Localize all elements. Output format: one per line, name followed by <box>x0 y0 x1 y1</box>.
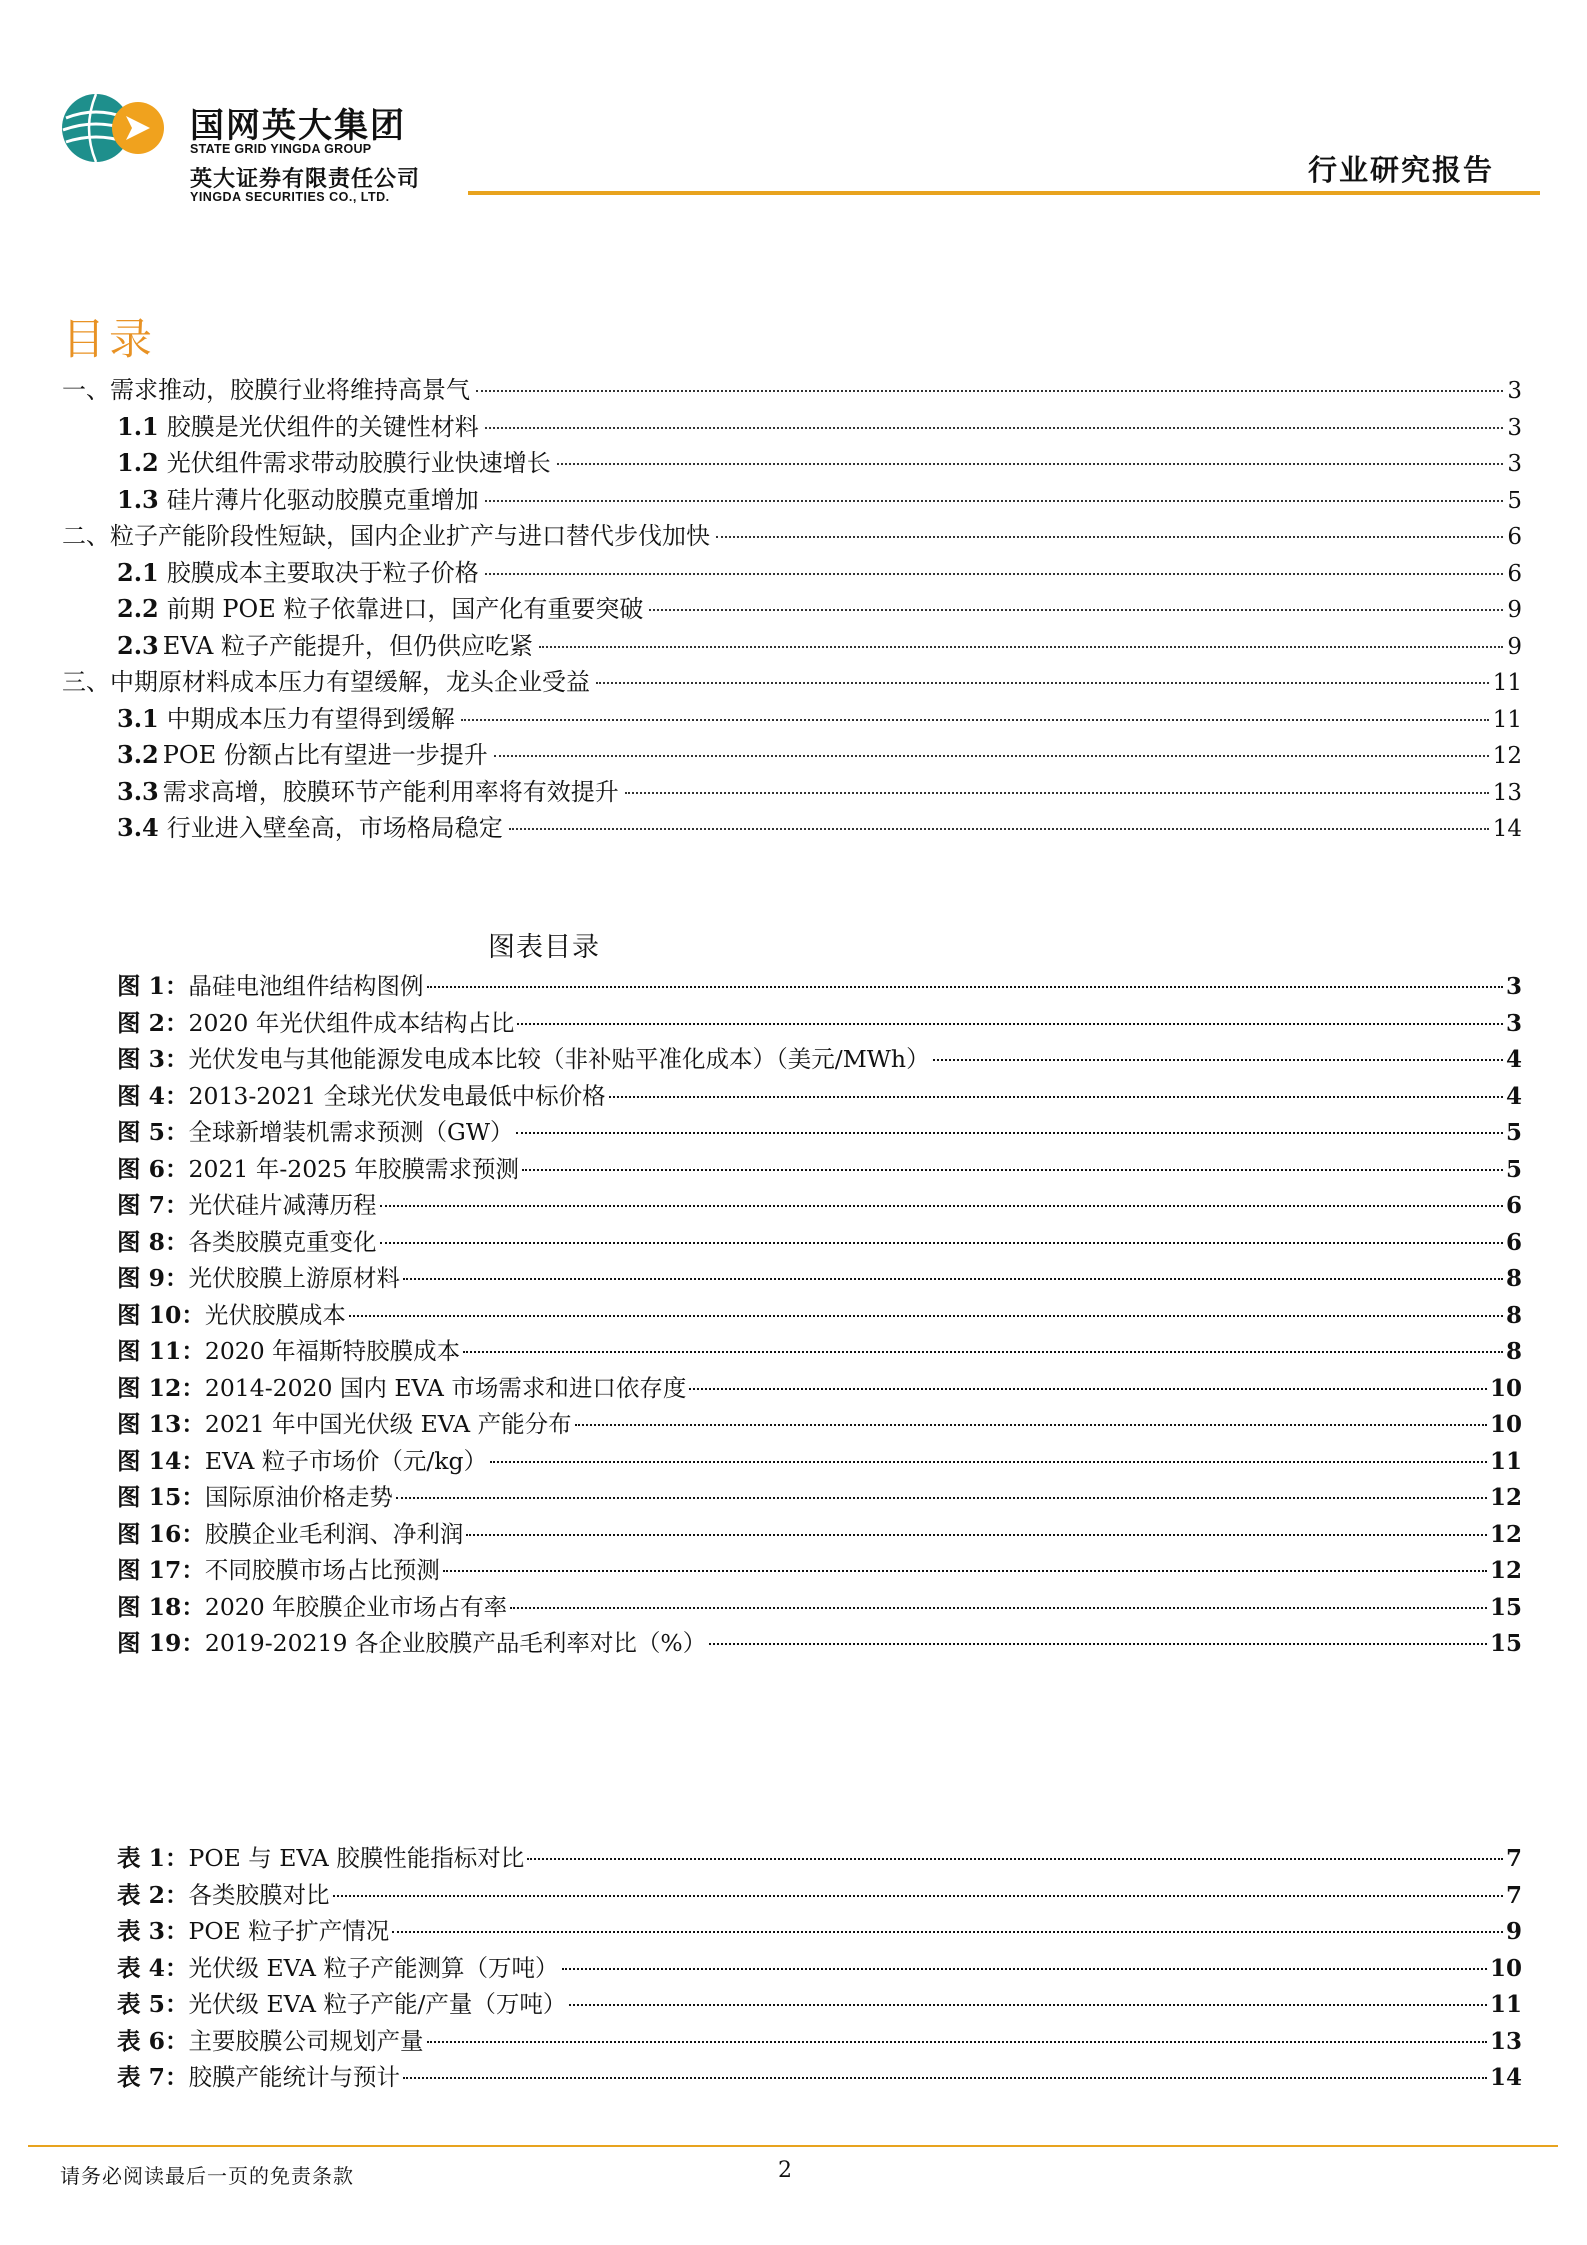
table-tag: 表 7： <box>117 2063 189 2091</box>
toc-entry-page: 6 <box>1507 524 1522 550</box>
figure-page: 15 <box>1489 1630 1522 1657</box>
table-entry[interactable] <box>117 2059 1522 2096</box>
toc-entry-page: 3 <box>1507 378 1522 404</box>
figure-entry[interactable] <box>117 1333 1522 1370</box>
dot-leader <box>625 792 1489 794</box>
dot-leader <box>596 682 1489 684</box>
toc-entry-page: 11 <box>1492 706 1522 733</box>
toc-entry-2-3[interactable] <box>62 628 1522 665</box>
figure-tag: 图 19： <box>117 1629 205 1657</box>
figure-tag: 图 1： <box>117 972 189 1000</box>
dot-leader <box>539 646 1503 648</box>
dot-leader <box>490 1461 1487 1463</box>
figure-tag: 图 4： <box>117 1081 189 1110</box>
figure-label: 2019-20219 各企业胶膜产品毛利率对比（%） <box>204 1629 707 1657</box>
figure-label: 国际原油价格走势 <box>204 1483 393 1511</box>
table-label: 光伏级 EVA 粒子产能/产量（万吨） <box>188 1990 567 2018</box>
table-page: 7 <box>1505 1881 1522 1909</box>
figure-label: 光伏硅片减薄历程 <box>188 1191 377 1219</box>
figure-label: 光伏发电与其他能源发电成本比较（非补贴平准化成本）（美元/MWh） <box>188 1045 930 1073</box>
table-tag: 表 6： <box>117 2026 189 2055</box>
table-tag: 表 2： <box>117 1880 189 1909</box>
figure-page: 12 <box>1489 1520 1522 1548</box>
figure-page: 5 <box>1505 1119 1522 1146</box>
figure-entry[interactable] <box>117 1151 1522 1188</box>
dot-leader <box>575 1424 1487 1426</box>
figure-tag: 图 6： <box>117 1154 189 1183</box>
toc-entry-page: 9 <box>1507 633 1522 660</box>
table-list <box>117 1840 1522 2096</box>
toc-entry-label: EVA 粒子产能提升，但仍供应吃紧 <box>162 631 533 660</box>
toc-entry-number: 3.1 <box>117 703 159 733</box>
dot-leader <box>396 1497 1487 1499</box>
figure-entry[interactable] <box>117 1114 1522 1151</box>
dot-leader <box>476 390 1503 392</box>
toc-entry-section-1[interactable] <box>62 372 1522 409</box>
figure-label: 2021 年-2025 年胶膜需求预测 <box>188 1154 520 1183</box>
dot-leader <box>463 1351 1503 1353</box>
figure-label: 2014-2020 国内 EVA 市场需求和进口依存度 <box>204 1373 687 1402</box>
dot-leader <box>494 755 1489 757</box>
table-tag: 表 5： <box>117 1990 189 2018</box>
figure-tag: 图 12： <box>117 1373 205 1402</box>
toc-entry-label: 胶膜是光伏组件的关键性材料 <box>166 412 479 441</box>
figure-page: 8 <box>1505 1301 1522 1329</box>
toc-entry-label: 需求高增，胶膜环节产能利用率将有效提升 <box>162 777 619 806</box>
figure-entry[interactable] <box>117 1370 1522 1407</box>
table-tag: 表 1： <box>117 1844 189 1872</box>
toc-entry-label: 胶膜成本主要取决于粒子价格 <box>166 558 479 587</box>
toc-entry-label: 中期成本压力有望得到缓解 <box>166 704 455 733</box>
toc-entry-number: 1.1 <box>117 411 159 441</box>
dot-leader <box>485 500 1504 502</box>
figure-page: 3 <box>1505 1009 1522 1037</box>
dot-leader <box>517 1023 1503 1025</box>
figure-entry[interactable] <box>117 1443 1522 1480</box>
toc-entry-number: 2.1 <box>117 557 159 587</box>
figure-page: 4 <box>1505 1046 1522 1073</box>
figure-list <box>117 968 1522 1662</box>
dot-leader <box>510 1607 1487 1609</box>
figure-page: 12 <box>1489 1484 1522 1511</box>
table-tag: 表 4： <box>117 1953 189 1982</box>
toc-title: 目录 <box>62 315 156 365</box>
figure-tag: 图 3： <box>117 1045 189 1073</box>
figure-tag: 图 2： <box>117 1008 189 1037</box>
toc-entry-number: 2.2 <box>117 594 159 623</box>
toc-entry-page: 5 <box>1507 487 1522 514</box>
dot-leader <box>649 609 1503 611</box>
toc-entry-page: 13 <box>1492 779 1522 806</box>
figure-entry[interactable] <box>117 1078 1522 1115</box>
toc-entry-number: 2.3 <box>117 630 159 660</box>
dot-leader <box>380 1242 1503 1244</box>
toc-entry-3-1[interactable] <box>62 701 1522 738</box>
toc-entry-label: 硅片薄片化驱动胶膜克重增加 <box>166 485 479 514</box>
figure-entry[interactable] <box>117 1297 1522 1334</box>
toc-entry-label: 光伏组件需求带动胶膜行业快速增长 <box>166 449 551 477</box>
dot-leader <box>716 536 1503 538</box>
table-entry[interactable] <box>117 1950 1522 1987</box>
figure-page: 10 <box>1489 1411 1522 1438</box>
footer-divider <box>28 2145 1558 2147</box>
toc-entry-section-2[interactable] <box>62 518 1522 555</box>
dot-leader <box>562 1968 1487 1970</box>
report-type: 行业研究报告 <box>1308 153 1495 187</box>
figure-tag: 图 14： <box>117 1446 205 1475</box>
figure-tag: 图 16： <box>117 1519 205 1548</box>
toc-entry-page: 6 <box>1507 560 1522 587</box>
table-page: 14 <box>1489 2064 1522 2091</box>
figure-page: 15 <box>1489 1593 1522 1621</box>
brand-name-en: STATE GRID YINGDA GROUP <box>190 142 372 156</box>
brand-name-cn: 国网英大集团 <box>190 106 406 146</box>
toc-entry-1-1[interactable] <box>62 409 1522 446</box>
table-page: 9 <box>1505 1918 1522 1945</box>
table-label: 各类胶膜对比 <box>188 1880 330 1909</box>
table-entry[interactable] <box>117 2023 1522 2060</box>
dot-leader <box>522 1169 1503 1171</box>
figure-tag: 图 11： <box>117 1337 205 1365</box>
table-page: 10 <box>1489 1954 1522 1982</box>
page-number: 2 <box>778 2158 792 2183</box>
table-page: 7 <box>1505 1845 1522 1872</box>
toc-entry-label: 前期 POE 粒子依靠进口，国产化有重要突破 <box>166 595 644 623</box>
dot-leader <box>709 1643 1487 1645</box>
figure-entry[interactable] <box>117 1041 1522 1078</box>
figure-entry[interactable] <box>117 1479 1522 1516</box>
table-entry[interactable] <box>117 1986 1522 2023</box>
company-name-en: YINGDA SECURITIES CO., LTD. <box>190 190 390 204</box>
figure-page: 10 <box>1489 1374 1522 1402</box>
dot-leader <box>527 1858 1503 1860</box>
figure-entry[interactable] <box>117 1406 1522 1443</box>
figure-entry[interactable] <box>117 1516 1522 1553</box>
table-entry[interactable] <box>117 1840 1522 1877</box>
table-page: 11 <box>1489 1991 1522 2018</box>
figure-page: 5 <box>1505 1155 1522 1183</box>
figure-entry[interactable] <box>117 1589 1522 1626</box>
toc-entry-2-1[interactable] <box>62 555 1522 592</box>
figure-tag: 图 17： <box>117 1556 205 1584</box>
toc-entry-label: 一、需求推动，胶膜行业将维持高景气 <box>62 372 472 409</box>
toc-entry-section-3[interactable] <box>62 664 1522 701</box>
figure-entry[interactable] <box>117 1625 1522 1662</box>
figure-page: 8 <box>1505 1338 1522 1365</box>
dot-leader <box>569 2004 1487 2006</box>
dot-leader <box>485 427 1504 429</box>
toc-entry-page: 3 <box>1507 414 1522 441</box>
table-entry[interactable] <box>117 1877 1522 1914</box>
table-entry[interactable] <box>117 1913 1522 1950</box>
figure-entry[interactable] <box>117 1187 1522 1224</box>
dot-leader <box>392 1931 1503 1933</box>
toc-entry-label: POE 份额占比有望进一步提升 <box>162 741 488 769</box>
figure-entry[interactable] <box>117 1260 1522 1297</box>
figure-label: 晶硅电池组件结构图例 <box>188 972 424 1000</box>
figure-label: 2013-2021 全球光伏发电最低中标价格 <box>188 1081 606 1110</box>
dot-leader <box>349 1315 1503 1317</box>
figure-tag: 图 8： <box>117 1227 189 1256</box>
toc-entry-1-3[interactable] <box>62 482 1522 519</box>
toc-entry-2-2[interactable] <box>62 591 1522 628</box>
figure-label: EVA 粒子市场价（元/kg） <box>204 1446 488 1475</box>
toc-entry-page: 11 <box>1492 670 1522 696</box>
figure-page: 3 <box>1505 973 1522 1000</box>
figure-tag: 图 7： <box>117 1191 189 1219</box>
table-tag: 表 3： <box>117 1917 189 1945</box>
page-header <box>0 0 1587 210</box>
table-label: 胶膜产能统计与预计 <box>188 2063 401 2091</box>
toc-entry-3-2[interactable] <box>62 737 1522 774</box>
dot-leader <box>403 2077 1487 2079</box>
figure-entry[interactable] <box>117 968 1522 1005</box>
toc-entry-3-3[interactable] <box>62 774 1522 811</box>
dot-leader <box>509 828 1489 830</box>
figure-label: 2020 年胶膜企业市场占有率 <box>204 1592 508 1621</box>
figure-entry[interactable] <box>117 1005 1522 1042</box>
figure-tag: 图 18： <box>117 1592 205 1621</box>
figure-label: 2020 年福斯特胶膜成本 <box>204 1337 461 1365</box>
toc-entry-number: 3.3 <box>117 776 159 806</box>
dot-leader <box>609 1096 1503 1098</box>
dot-leader <box>689 1388 1487 1390</box>
dot-leader <box>466 1534 1487 1536</box>
toc-entry-number: 1.2 <box>117 448 159 477</box>
figure-entry[interactable] <box>117 1552 1522 1589</box>
table-label: POE 与 EVA 胶膜性能指标对比 <box>188 1844 525 1872</box>
state-grid-logo-icon <box>60 92 172 164</box>
toc-entry-number: 3.2 <box>117 740 159 769</box>
table-label: POE 粒子扩产情况 <box>188 1917 390 1945</box>
figure-label: 2020 年光伏组件成本结构占比 <box>188 1008 515 1037</box>
table-label: 主要胶膜公司规划产量 <box>188 2026 424 2055</box>
dot-leader <box>516 1132 1503 1134</box>
table-label: 光伏级 EVA 粒子产能测算（万吨） <box>188 1953 559 1982</box>
dot-leader <box>380 1205 1503 1207</box>
figure-label: 光伏胶膜成本 <box>204 1300 346 1329</box>
toc-entry-page: 12 <box>1492 743 1522 769</box>
dot-leader <box>933 1059 1503 1061</box>
figure-page: 12 <box>1489 1557 1522 1584</box>
figure-tag: 图 15： <box>117 1483 205 1511</box>
table-page: 13 <box>1489 2027 1522 2055</box>
figure-page: 4 <box>1505 1082 1522 1110</box>
toc-entry-page: 9 <box>1507 597 1522 623</box>
figure-tag: 图 9： <box>117 1264 189 1292</box>
toc-entry-label: 二、粒子产能阶段性短缺，国内企业扩产与进口替代步伐加快 <box>62 518 712 555</box>
figure-label: 各类胶膜克重变化 <box>188 1227 377 1256</box>
toc-entry-page: 3 <box>1507 451 1522 477</box>
dot-leader <box>333 1895 1503 1897</box>
figure-tag: 图 13： <box>117 1410 205 1438</box>
figure-page: 6 <box>1505 1228 1522 1256</box>
disclaimer-note: 请务必阅读最后一页的免责条款 <box>60 2164 354 2188</box>
table-of-contents <box>62 372 1522 847</box>
figure-label: 全球新增装机需求预测（GW） <box>188 1118 514 1146</box>
dot-leader <box>461 719 1489 721</box>
toc-entry-page: 14 <box>1492 816 1522 842</box>
dot-leader <box>427 2041 1487 2043</box>
toc-entry-1-2[interactable] <box>62 445 1522 482</box>
figure-label: 不同胶膜市场占比预测 <box>204 1556 440 1584</box>
figure-tag: 图 5： <box>117 1118 189 1146</box>
dot-leader <box>427 986 1503 988</box>
toc-entry-number: 3.4 <box>117 813 159 842</box>
figure-entry[interactable] <box>117 1224 1522 1261</box>
dot-leader <box>557 463 1504 465</box>
figure-page: 6 <box>1505 1192 1522 1219</box>
figure-page: 8 <box>1505 1265 1522 1292</box>
header-divider <box>468 191 1540 195</box>
figure-label: 光伏胶膜上游原材料 <box>188 1264 401 1292</box>
figure-label: 胶膜企业毛利润、净利润 <box>204 1519 464 1548</box>
figure-tag: 图 10： <box>117 1300 205 1329</box>
figure-label: 2021 年中国光伏级 EVA 产能分布 <box>204 1410 572 1438</box>
dot-leader <box>403 1278 1503 1280</box>
dot-leader <box>443 1570 1487 1572</box>
figure-list-heading: 图表目录 <box>488 932 600 963</box>
figure-page: 11 <box>1489 1447 1522 1475</box>
toc-entry-label: 三、中期原材料成本压力有望缓解，龙头企业受益 <box>62 664 592 701</box>
company-name-cn: 英大证券有限责任公司 <box>190 167 421 192</box>
toc-entry-number: 1.3 <box>117 484 159 514</box>
toc-entry-3-4[interactable] <box>62 810 1522 847</box>
dot-leader <box>485 573 1504 575</box>
toc-entry-label: 行业进入壁垒高，市场格局稳定 <box>166 814 503 842</box>
